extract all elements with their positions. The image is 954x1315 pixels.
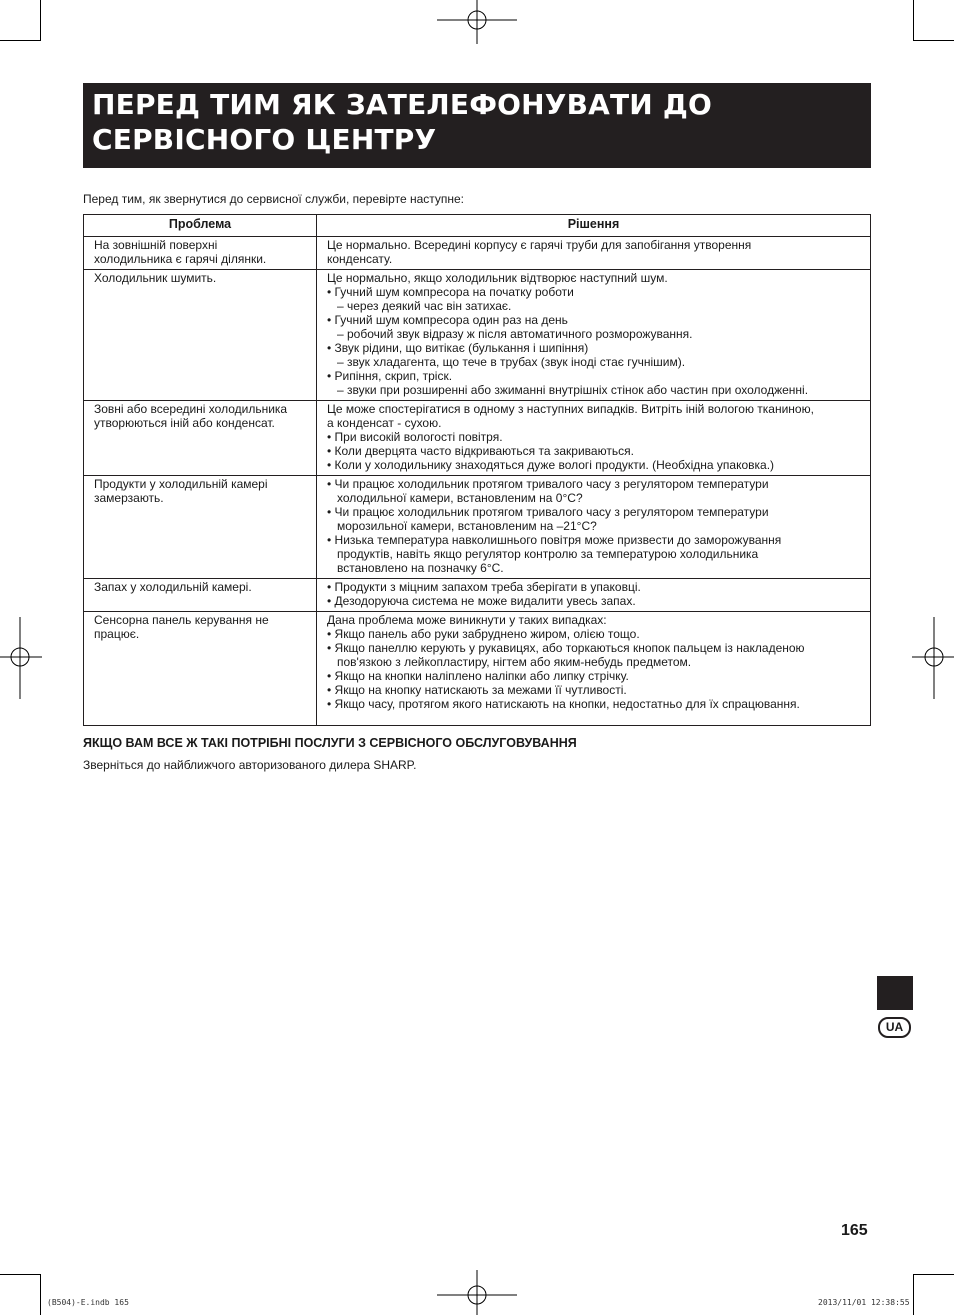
solution-line: морозильної камери, встановленим на –21°C?	[327, 519, 597, 533]
problem-line: холодильника є гарячі ділянки.	[94, 252, 267, 266]
solution-line: – звук хладагента, що тече в трубах (звук іноді стає гучнішим).	[327, 355, 686, 369]
solution-line: – через деякий час він затихає.	[327, 299, 512, 313]
solution-line: • Якщо на кнопку натискають за межами її чутливості.	[327, 683, 627, 697]
solution-line: Це нормально. Всередині корпусу є гарячі труби для запобігання утворення	[327, 238, 752, 252]
solution-line: • Якщо на кнопки наліплено наліпки або липку стрічку.	[327, 669, 629, 683]
section-tab-marker	[877, 976, 913, 1010]
crop-mark	[913, 1274, 914, 1315]
print-slug-timestamp: 2013/11/01 12:38:55	[818, 1298, 910, 1307]
solution-line: Це нормально, якщо холодильник відтворює наступний шум.	[327, 271, 668, 285]
solution-line: • Низька температура навколишнього повітря може призвести до заморожування	[327, 533, 782, 547]
column-header-problem: Проблема	[84, 215, 317, 237]
solution-line: • Гучний шум компресора на початку роботи	[327, 285, 574, 299]
crop-mark	[913, 0, 914, 41]
solution-cell	[317, 270, 871, 401]
problem-line: працює.	[94, 627, 140, 641]
column-header-solution: Рішення	[317, 215, 871, 237]
solution-line: холодильної камери, встановленим на 0°C?	[327, 491, 583, 505]
problem-line: На зовнішній поверхні	[94, 238, 218, 252]
solution-line: • Звук рідини, що витікає (булькання і шипіння)	[327, 341, 589, 355]
language-badge: UA	[878, 1017, 911, 1038]
solution-cell	[317, 401, 871, 476]
solution-line: • Дезодоруюча система не може видалити увесь запах.	[327, 594, 636, 608]
registration-mark-icon	[437, 0, 517, 45]
crop-mark	[913, 1274, 954, 1275]
solution-line: • Якщо панель або руки забруднено жиром, олією тощо.	[327, 627, 640, 641]
service-text: Зверніться до найближчого авторизованого дилера SHARP.	[83, 758, 417, 772]
problem-line: утворюються іній або конденсат.	[94, 416, 275, 430]
solution-line: • Гучний шум компресора один раз на день	[327, 313, 568, 327]
problem-cell	[84, 612, 317, 726]
table-row	[84, 579, 871, 612]
registration-mark-icon	[437, 1270, 517, 1315]
registration-mark-icon	[912, 617, 954, 699]
solution-line: • Коли у холодильнику знаходяться дуже вологі продукти. (Необхідна упаковка.)	[327, 458, 775, 472]
solution-cell	[317, 612, 871, 726]
problem-cell	[84, 579, 317, 612]
page-number: 165	[841, 1222, 868, 1239]
table-row	[84, 237, 871, 270]
registration-mark-icon	[0, 617, 42, 699]
solution-line: Дана проблема може виникнути у таких випадках:	[327, 613, 607, 627]
solution-line: • При високій вологості повітря.	[327, 430, 503, 444]
problem-cell	[84, 476, 317, 579]
solution-line: • Чи працює холодильник протягом тривалого часу з регулятором температури	[327, 505, 769, 519]
page-title-line-1: ПЕРЕД ТИМ ЯК ЗАТЕЛЕФОНУВАТИ ДО	[92, 88, 713, 121]
page-title-line-2: СЕРВІСНОГО ЦЕНТРУ	[92, 123, 437, 156]
solution-line: – звуки при розширенні або зжиманні внутрішніх стінок або частин при охолодженні.	[327, 383, 809, 397]
problem-line: Запах у холодильній камері.	[94, 580, 252, 594]
print-slug-file: (B504)-E.indb 165	[47, 1298, 129, 1307]
problem-line: Сенсорна панель керування не	[94, 613, 269, 627]
solution-line: • Якщо панеллю керують у рукавицях, або торкаються кнопок пальцем із накладеною	[327, 641, 805, 655]
intro-text: Перед тим, як звернутися до сервисної служби, перевірте наступне:	[83, 192, 465, 206]
solution-line: Це може спостерігатися в одному з наступних випадків. Витріть іній вологою тканиною,	[327, 402, 814, 416]
page-title	[83, 83, 871, 168]
table-row	[84, 612, 871, 726]
crop-mark	[0, 1274, 41, 1275]
solution-line: • Продукти з міцним запахом треба зберігати в упаковці.	[327, 580, 641, 594]
solution-line: конденсату.	[327, 252, 393, 266]
solution-line: встановлено на позначку 6°C.	[327, 561, 504, 575]
problem-cell	[84, 401, 317, 476]
service-heading: ЯКЩО ВАМ ВСЕ Ж ТАКІ ПОТРІБНІ ПОСЛУГИ З СЕРВІСНОГО ОБСЛУГОВУВАННЯ	[83, 736, 577, 750]
solution-cell	[317, 237, 871, 270]
solution-line: • Рипіння, скрип, тріск.	[327, 369, 453, 383]
solution-line: – робочий звук відразу ж після автоматичного розморожування.	[327, 327, 693, 341]
table-row	[84, 401, 871, 476]
solution-line: а конденсат - сухою.	[327, 416, 442, 430]
troubleshooting-table	[83, 214, 871, 726]
problem-line: Зовні або всередині холодильника	[94, 402, 288, 416]
problem-line: замерзають.	[94, 491, 164, 505]
problem-cell	[84, 237, 317, 270]
table-row	[84, 270, 871, 401]
solution-line: • Коли дверцята часто відкриваються та закриваються.	[327, 444, 634, 458]
table-row	[84, 476, 871, 579]
solution-cell	[317, 579, 871, 612]
solution-line: продуктів, навіть якщо регулятор контролю за температурою холодильника	[327, 547, 759, 561]
solution-line: пов'язкою з лейкопластиру, нігтем або яким-небудь предметом.	[327, 655, 692, 669]
crop-mark	[40, 0, 41, 41]
crop-mark	[0, 40, 41, 41]
crop-mark	[913, 40, 954, 41]
problem-line: Холодильник шумить.	[94, 271, 217, 285]
problem-cell	[84, 270, 317, 401]
problem-line: Продукти у холодильній камері	[94, 477, 268, 491]
crop-mark	[40, 1274, 41, 1315]
solution-line: • Чи працює холодильник протягом тривалого часу з регулятором температури	[327, 477, 769, 491]
table-header-row	[84, 215, 871, 237]
solution-cell	[317, 476, 871, 579]
solution-line: • Якщо часу, протягом якого натискають на кнопки, недостатньо для їх спрацювання.	[327, 697, 800, 711]
